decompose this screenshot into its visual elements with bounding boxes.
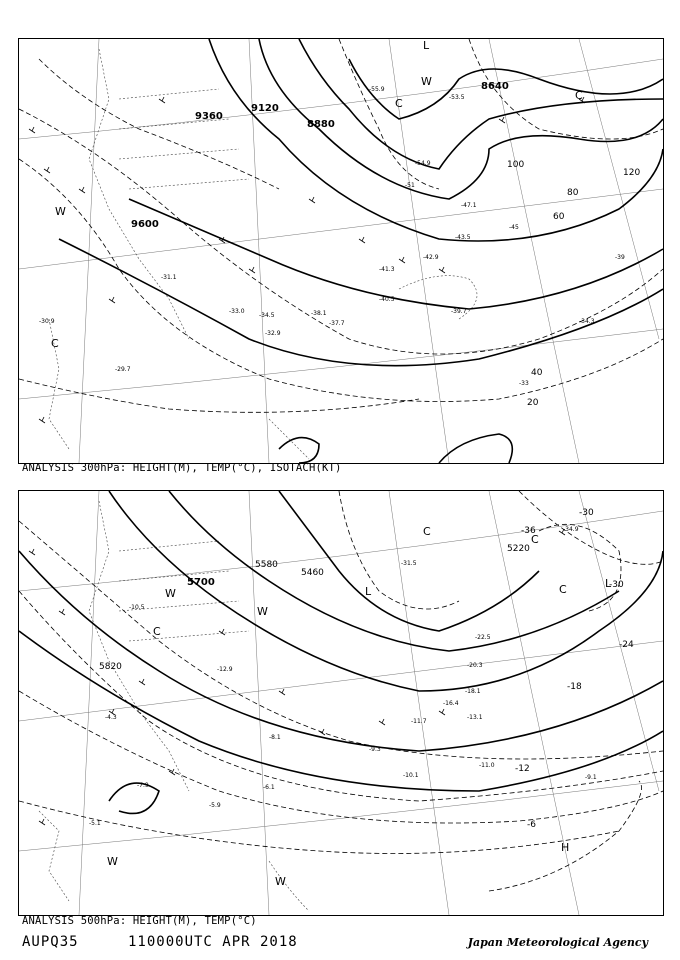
height-contours-500: [19, 491, 663, 814]
wind-barbs-500: [29, 529, 565, 825]
cold-center-symbol: C: [575, 89, 583, 102]
warm-center-symbol: W: [257, 605, 268, 618]
wind-barbs-300: [29, 97, 585, 423]
graticule-300: [19, 39, 663, 463]
temperature-label: -11.0: [479, 762, 495, 769]
temperature-label: -40.5: [379, 296, 395, 303]
temperature-label: -31.5: [401, 560, 417, 567]
temperature-label: -4.3: [105, 714, 117, 721]
height-label: 9600: [131, 219, 159, 230]
height-label: 5700: [187, 577, 215, 588]
warm-center-symbol: W: [165, 587, 176, 600]
temperature-label: -41.3: [379, 266, 395, 273]
temperature-label: -39: [615, 254, 625, 261]
isotherm-label: -36: [521, 526, 536, 536]
valid-time: 110000UTC APR 2018: [128, 934, 298, 950]
caption-300hpa: ANALYSIS 300hPa: HEIGHT(M), TEMP(°C), ISOTACH(KT): [22, 462, 342, 474]
height-label: 8880: [307, 119, 335, 130]
caption-500hpa: ANALYSIS 500hPa: HEIGHT(M), TEMP(°C): [22, 915, 257, 927]
height-label: 9360: [195, 111, 223, 122]
isotherm-label: -30: [609, 580, 624, 590]
height-label: 8640: [481, 81, 509, 92]
temperature-label: -5.1: [89, 820, 101, 827]
temperature-label: -6.1: [263, 784, 275, 791]
chart-code: AUPQ35: [22, 934, 79, 950]
height-label: 5220: [507, 544, 530, 554]
chart-500hpa-panel: [18, 490, 664, 916]
chart-500hpa-map: [19, 491, 663, 915]
temperature-label: -20.3: [467, 662, 483, 669]
temperature-label: -55.9: [369, 86, 385, 93]
warm-center-symbol: W: [55, 205, 66, 218]
temperature-label: -53.5: [449, 94, 465, 101]
cold-center-symbol: C: [51, 337, 59, 350]
cold-center-symbol: C: [531, 533, 539, 546]
temperature-label: -45: [509, 224, 519, 231]
low-center-symbol: L: [423, 39, 430, 52]
cold-center-symbol: C: [153, 625, 161, 638]
temperature-label: -51: [405, 182, 415, 189]
isotach-label: 60: [553, 212, 565, 222]
agency-name: Japan Meteorological Agency: [467, 936, 648, 949]
temperature-label: -47.1: [461, 202, 477, 209]
cold-center-symbol: C: [423, 525, 431, 538]
temperature-label: -30.9: [39, 318, 55, 325]
temperature-label: -38.1: [311, 310, 327, 317]
temperature-label: -10.1: [403, 772, 419, 779]
height-contours-300: [59, 39, 663, 463]
temperature-label: -16.4: [443, 700, 459, 707]
temperature-label: -34.5: [259, 312, 275, 319]
isotach-label: 20: [527, 398, 539, 408]
temperature-label: -11.7: [411, 718, 427, 725]
isotherm-label: -24: [619, 640, 634, 650]
isotach-label: 80: [567, 188, 579, 198]
isotherm-label: -12: [515, 764, 530, 774]
height-label: 5460: [301, 568, 324, 578]
low-center-symbol: L: [605, 577, 612, 590]
temperature-label: -31.1: [161, 274, 177, 281]
warm-center-symbol: W: [421, 75, 432, 88]
temperature-label: -5.9: [209, 802, 221, 809]
temperature-label: -32.9: [265, 330, 281, 337]
isotherm-label: -18: [567, 682, 582, 692]
warm-center-symbol: W: [107, 855, 118, 868]
warm-center-symbol: W: [275, 875, 286, 888]
temperature-label: -9.3: [369, 746, 381, 753]
temperature-label: -7.9: [137, 782, 149, 789]
temperature-label: -54.9: [415, 160, 431, 167]
temperature-label: -33: [519, 380, 529, 387]
isotach-label: 100: [507, 160, 525, 170]
temperature-label: -42.9: [423, 254, 439, 261]
isotherm-label: -6: [527, 820, 536, 830]
isotach-label: 120: [623, 168, 641, 178]
height-label: 9120: [251, 103, 279, 114]
chart-footer: [22, 934, 652, 956]
temperature-label: -10.5: [129, 604, 145, 611]
temperature-label: -34.9: [563, 526, 579, 533]
temperature-label: -37.7: [329, 320, 345, 327]
chart-300hpa-panel: [18, 38, 664, 464]
temperature-label: -43.5: [455, 234, 471, 241]
cold-center-symbol: C: [559, 583, 567, 596]
temperature-label: -9.1: [585, 774, 597, 781]
temperature-label: -18.1: [465, 688, 481, 695]
high-center-symbol: H: [561, 841, 570, 854]
cold-center-symbol: C: [395, 97, 403, 110]
temperature-label: -29.7: [115, 366, 131, 373]
height-label: 5820: [99, 662, 122, 672]
temperature-label: -39.7: [451, 308, 467, 315]
temperature-label: -34.3: [579, 318, 595, 325]
isotach-label: 40: [531, 368, 543, 378]
isotherm-contours-300: [19, 39, 663, 412]
temperature-label: -22.5: [475, 634, 491, 641]
chart-300hpa-map: [19, 39, 663, 463]
temperature-label: -12.9: [217, 666, 233, 673]
low-center-symbol: L: [365, 585, 372, 598]
temperature-label: -13.1: [467, 714, 483, 721]
temperature-label: -8.1: [269, 734, 281, 741]
height-label: 5580: [255, 560, 278, 570]
temperature-label: -33.0: [229, 308, 245, 315]
isotherm-label: -30: [579, 508, 594, 518]
